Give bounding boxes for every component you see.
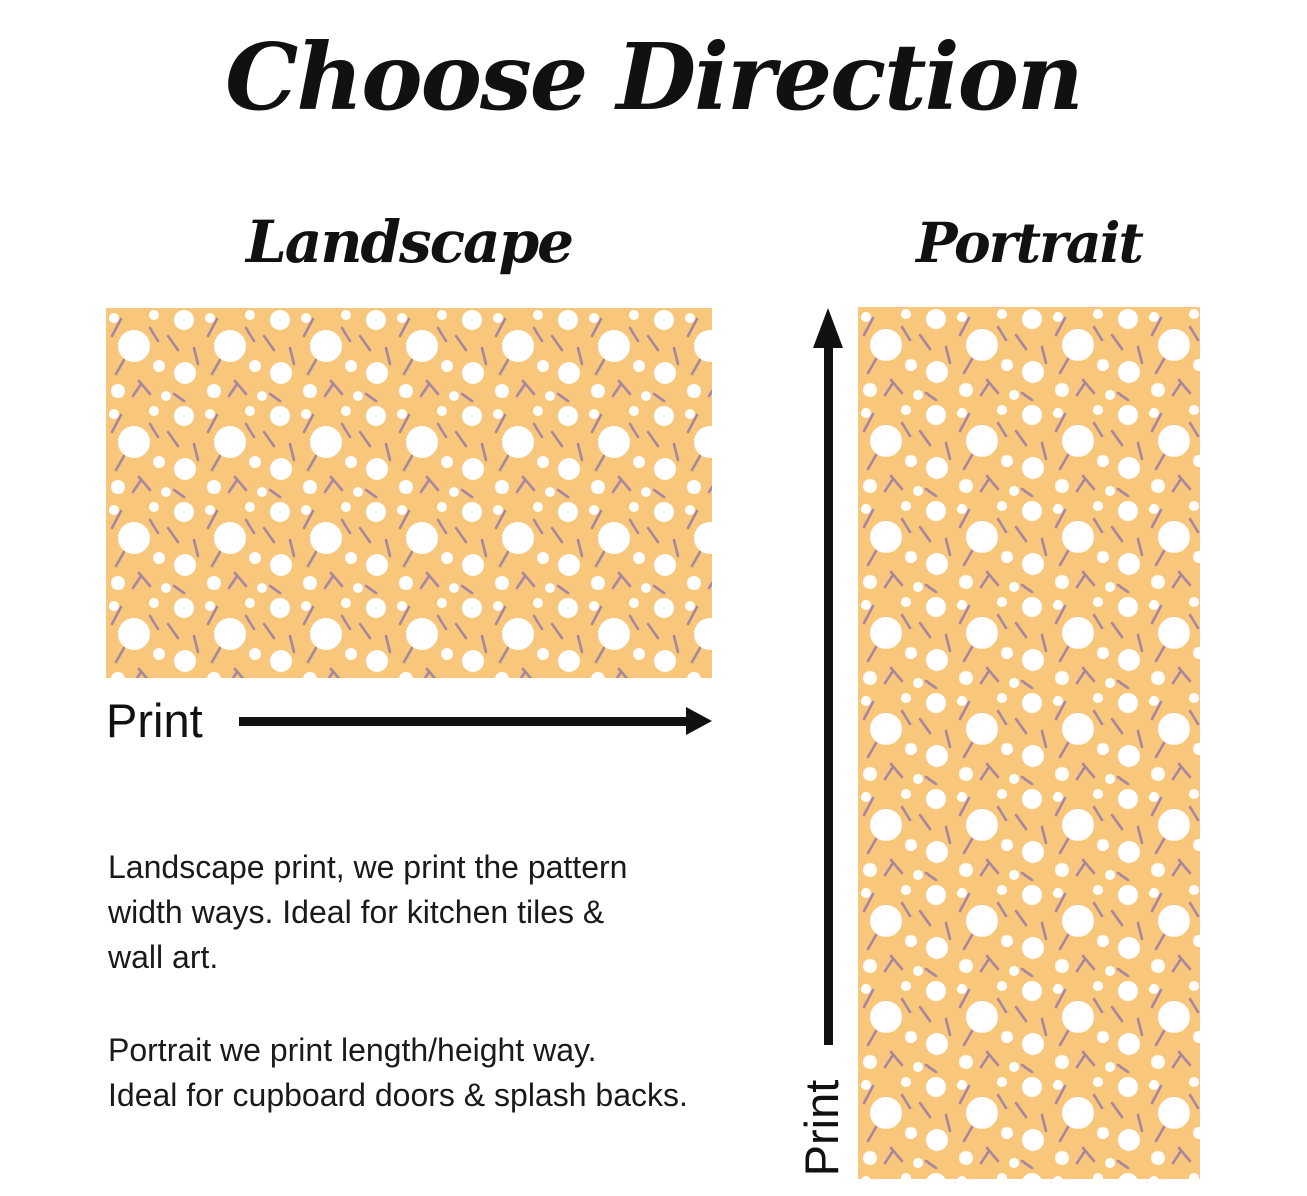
arrow-up-shaft — [824, 348, 833, 1045]
portrait-description-line: Ideal for cupboard doors & splash backs. — [108, 1077, 688, 1113]
arrow-up-head — [813, 308, 843, 348]
landscape-description-line: wall art. — [108, 939, 219, 975]
arrow-right-icon — [239, 707, 712, 735]
portrait-description-line: Portrait we print length/height way. — [108, 1032, 597, 1068]
landscape-description — [108, 845, 788, 980]
landscape-description-line: Landscape print, we print the pattern — [108, 849, 628, 885]
portrait-pattern-swatch — [858, 307, 1200, 1179]
landscape-pattern-swatch — [106, 308, 712, 678]
portrait-print-label: Print — [795, 1079, 848, 1177]
landscape-heading: Landscape — [245, 208, 573, 276]
page-title: Choose Direction — [225, 23, 1082, 131]
portrait-description — [108, 1028, 808, 1118]
arrow-up-icon — [812, 308, 844, 1045]
portrait-heading: Portrait — [916, 210, 1142, 275]
landscape-print-direction — [106, 690, 712, 752]
arrow-right-head — [686, 707, 712, 735]
landscape-description-line: width ways. Ideal for kitchen tiles & — [108, 894, 605, 930]
arrow-right-shaft — [239, 717, 686, 726]
landscape-print-label: Print — [106, 694, 203, 747]
